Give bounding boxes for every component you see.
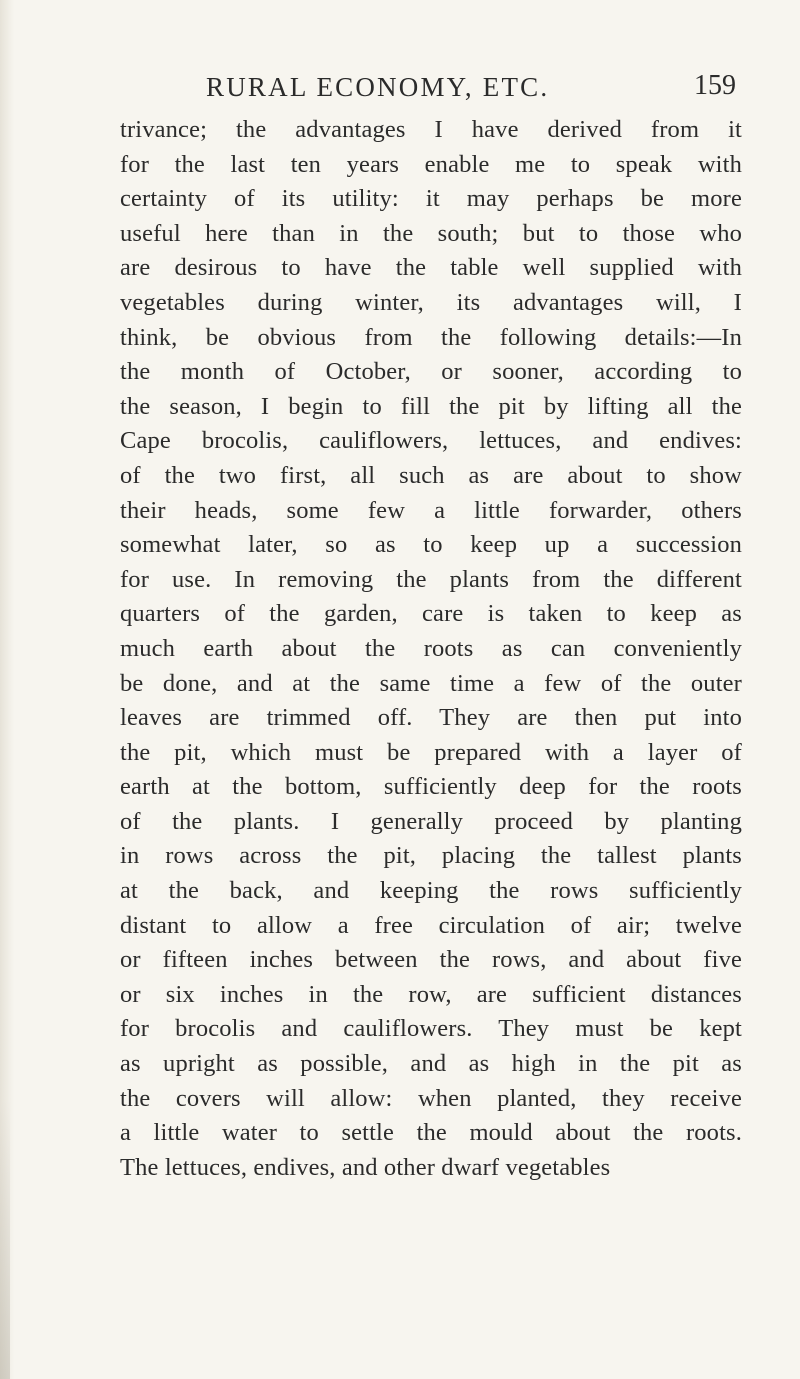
text-line: a little water to settle the mould about the roots. bbox=[120, 1119, 742, 1147]
page-header bbox=[110, 66, 742, 106]
text-line: useful here than in the south; but to those who bbox=[120, 219, 742, 247]
text-line: in rows across the pit, placing the tallest plants bbox=[120, 842, 742, 870]
text-line: trivance; the advantages I have derived from it bbox=[120, 116, 742, 143]
text-line: of the two first, all such as are about to show bbox=[120, 461, 742, 489]
running-head: RURAL ECONOMY, ETC. bbox=[206, 72, 550, 102]
text-line: leaves are trimmed off. They are then put into bbox=[120, 704, 742, 732]
text-line: vegetables during winter, its advantages will, I bbox=[120, 288, 742, 316]
text-line: the month of October, or sooner, according to bbox=[120, 358, 742, 386]
text-line: the pit, which must be prepared with a layer of bbox=[120, 738, 742, 766]
text-line: Cape brocolis, cauliflowers, lettuces, and endives: bbox=[120, 427, 742, 455]
text-line: distant to allow a free circulation of air; twelve bbox=[120, 911, 742, 939]
text-line: their heads, some few a little forwarder, others bbox=[120, 496, 742, 524]
body-paragraph bbox=[120, 113, 742, 1185]
text-line: for the last ten years enable me to speak with bbox=[120, 150, 742, 178]
text-line: or fifteen inches between the rows, and about five bbox=[120, 946, 742, 974]
text-line: the season, I begin to fill the pit by lifting all the bbox=[120, 392, 742, 420]
page-edge-stain bbox=[0, 1100, 10, 1379]
text-line: of the plants. I generally proceed by planting bbox=[120, 807, 742, 835]
page-number: 159 bbox=[694, 70, 736, 101]
text-line: as upright as possible, and as high in the pit as bbox=[120, 1050, 742, 1078]
text-line: quarters of the garden, care is taken to keep as bbox=[120, 600, 742, 628]
text-line: certainty of its utility: it may perhaps be more bbox=[120, 185, 742, 213]
text-line: the covers will allow: when planted, they receive bbox=[120, 1084, 742, 1112]
text-line: think, be obvious from the following details:—In bbox=[120, 323, 742, 351]
text-line: are desirous to have the table well supplied with bbox=[120, 254, 742, 282]
text-line: somewhat later, so as to keep up a succession bbox=[120, 531, 742, 559]
text-line: or six inches in the row, are sufficient distances bbox=[120, 980, 742, 1008]
text-line: The lettuces, endives, and other dwarf vegetables bbox=[120, 1153, 611, 1181]
text-line: be done, and at the same time a few of the outer bbox=[120, 669, 742, 697]
text-line: at the back, and keeping the rows sufficiently bbox=[120, 877, 742, 905]
text-line: much earth about the roots as can conveniently bbox=[120, 634, 742, 662]
text-line: for brocolis and cauliflowers. They must be kept bbox=[120, 1015, 742, 1043]
text-line: earth at the bottom, sufficiently deep for the roots bbox=[120, 773, 742, 801]
text-line: for use. In removing the plants from the different bbox=[120, 565, 742, 593]
